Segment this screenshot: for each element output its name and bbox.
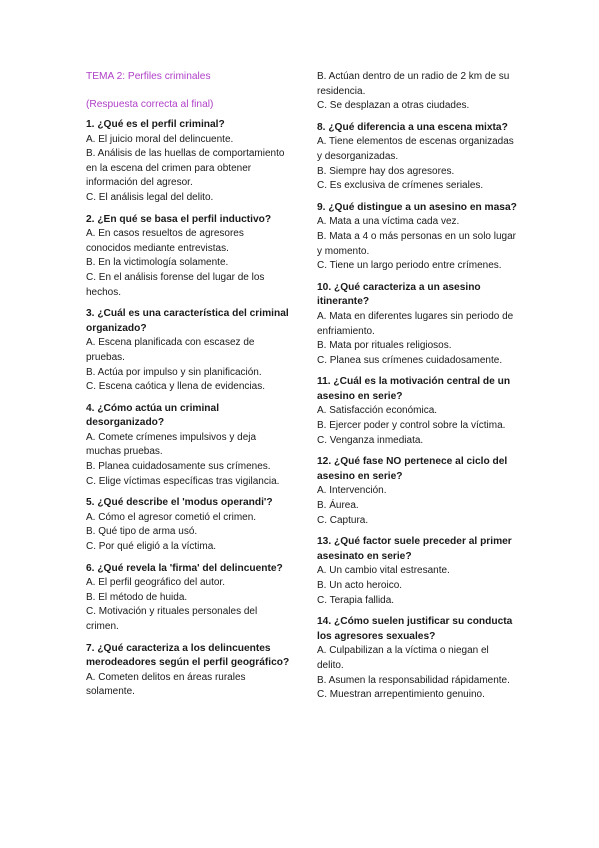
answer-option: A. El juicio moral del delincuente.	[86, 133, 234, 145]
answer-option: A. Un cambio vital estresante.	[317, 565, 450, 577]
question-text: 11. ¿Cuál es la motivación central de un asesino en serie?	[317, 376, 511, 402]
answer-option: C. Se desplazan a otras ciudades.	[317, 100, 470, 112]
answer-option: B. Asumen la responsabilidad rápidamente.	[317, 674, 510, 686]
question-text: 13. ¿Qué factor suele preceder al primer asesinato en serie?	[317, 536, 512, 562]
answer-option: C. Terapia fallida.	[317, 594, 395, 606]
question-7-continuation	[317, 70, 517, 114]
answer-option: C. Elige víctimas específicas tras vigilancia.	[86, 475, 280, 487]
answer-option: B. Actúan dentro de un radio de 2 km de su residencia.	[317, 71, 510, 97]
question-block	[317, 615, 517, 703]
answer-option: A. Satisfacción económica.	[317, 405, 438, 417]
option-list	[317, 404, 517, 448]
answer-option: A. Escena planificada con escasez de pruebas.	[86, 337, 255, 363]
option-list	[317, 644, 517, 702]
answer-option: C. Por qué eligió a la víctima.	[86, 541, 217, 553]
question-block	[86, 562, 291, 635]
answer-option: C. Es exclusiva de crímenes seriales.	[317, 180, 484, 192]
question-block	[317, 281, 517, 369]
document-title: TEMA 2: Perfiles criminales	[86, 71, 211, 82]
option-list	[86, 336, 291, 394]
question-text: 4. ¿Cómo actúa un criminal desorganizado?	[86, 402, 220, 429]
answer-option: A. Intervención.	[317, 485, 387, 497]
question-text: 8. ¿Qué diferencia a una escena mixta?	[317, 121, 508, 133]
answer-option: B. Un acto heroico.	[317, 580, 403, 591]
answer-option: A. El perfil geográfico del autor.	[86, 577, 225, 589]
option-list	[86, 431, 291, 489]
answer-option: C. El análisis legal del delito.	[86, 191, 214, 203]
left-question-list	[86, 118, 291, 700]
option-list	[86, 576, 291, 634]
answer-option: C. Captura.	[317, 514, 369, 526]
answer-option: A. Mata a una víctima cada vez.	[317, 216, 460, 228]
answer-option: B. Análisis de las huellas de comportamiento en la escena del crimen para obtener información del agresor.	[86, 148, 285, 189]
answer-option: B. Mata por rituales religiosos.	[317, 340, 452, 352]
option-list	[86, 227, 291, 300]
question-text: 10. ¿Qué caracteriza a un asesino itinerante?	[317, 281, 481, 308]
question-text: 14. ¿Cómo suelen justificar su conducta los agresores sexuales?	[317, 616, 513, 642]
answer-option: A. Tiene elementos de escenas organizadas y desorganizadas.	[317, 136, 514, 162]
question-block	[317, 535, 517, 608]
question-block	[86, 213, 291, 301]
answer-note: (Respuesta correcta al final)	[86, 99, 214, 110]
answer-option: C. Escena caótica y llena de evidencias.	[86, 381, 265, 393]
answer-option: A. Cometen delitos en áreas rurales solamente.	[86, 671, 246, 698]
question-block	[86, 642, 291, 700]
question-text: 12. ¿Qué fase NO pertenece al ciclo del asesino en serie?	[317, 456, 508, 482]
question-block	[317, 375, 517, 448]
option-list	[317, 484, 517, 528]
answer-option: B. Siempre hay dos agresores.	[317, 165, 455, 177]
answer-option: C. Tiene un largo periodo entre crímenes.	[317, 260, 502, 272]
question-block	[317, 201, 517, 274]
answer-option: B. En la victimología solamente.	[86, 257, 229, 269]
answer-option: C. Planea sus crímenes cuidadosamente.	[317, 354, 503, 366]
right-column	[317, 70, 517, 710]
question-text: 7. ¿Qué caracteriza a los delincuentes merodeadores según el perfil geográfico?	[86, 642, 290, 669]
left-column	[86, 70, 291, 707]
question-text: 5. ¿Qué describe el 'modus operandi'?	[86, 497, 273, 509]
answer-option: A. Cómo el agresor cometió el crimen.	[86, 511, 257, 523]
question-block	[86, 402, 291, 490]
answer-option: C. Venganza inmediata.	[317, 434, 424, 446]
answer-option: B. Qué tipo de arma usó.	[86, 526, 198, 538]
question-text: 3. ¿Cuál es una característica del criminal organizado?	[86, 308, 289, 334]
answer-option: B. Áurea.	[317, 500, 359, 512]
option-list	[86, 511, 291, 555]
option-list	[86, 133, 291, 206]
answer-option: A. En casos resueltos de agresores conocidos mediante entrevistas.	[86, 228, 244, 254]
answer-option: A. Culpabilizan a la víctima o niegan el delito.	[317, 645, 489, 671]
question-block	[317, 455, 517, 528]
option-list	[317, 70, 517, 114]
question-text: 6. ¿Qué revela la 'firma' del delincuente?	[86, 562, 283, 574]
option-list	[317, 215, 517, 273]
answer-option: B. El método de huida.	[86, 591, 188, 603]
option-list	[317, 135, 517, 193]
option-list	[317, 310, 517, 368]
question-block	[86, 496, 291, 554]
answer-option: B. Actúa por impulso y sin planificación.	[86, 366, 262, 378]
question-block	[86, 307, 291, 395]
option-list	[317, 564, 517, 608]
question-text: 2. ¿En qué se basa el perfil inductivo?	[86, 213, 272, 225]
question-block	[317, 121, 517, 194]
answer-option: B. Planea cuidadosamente sus crímenes.	[86, 461, 271, 473]
answer-option: A. Mata en diferentes lugares sin periodo de enfriamiento.	[317, 310, 514, 337]
answer-option: B. Mata a 4 o más personas en un solo lugar y momento.	[317, 230, 517, 257]
question-block	[86, 118, 291, 206]
question-text: 9. ¿Qué distingue a un asesino en masa?	[317, 201, 517, 213]
option-list	[86, 671, 291, 700]
answer-option: C. Muestran arrepentimiento genuino.	[317, 689, 485, 701]
question-text: 1. ¿Qué es el perfil criminal?	[86, 119, 225, 130]
answer-option: B. Ejercer poder y control sobre la víctima.	[317, 420, 506, 432]
answer-option: C. En el análisis forense del lugar de los hechos.	[86, 271, 265, 298]
right-question-list	[317, 121, 517, 703]
answer-option: C. Motivación y rituales personales del crimen.	[86, 606, 258, 632]
answer-option: A. Comete crímenes impulsivos y deja muchas pruebas.	[86, 431, 257, 458]
